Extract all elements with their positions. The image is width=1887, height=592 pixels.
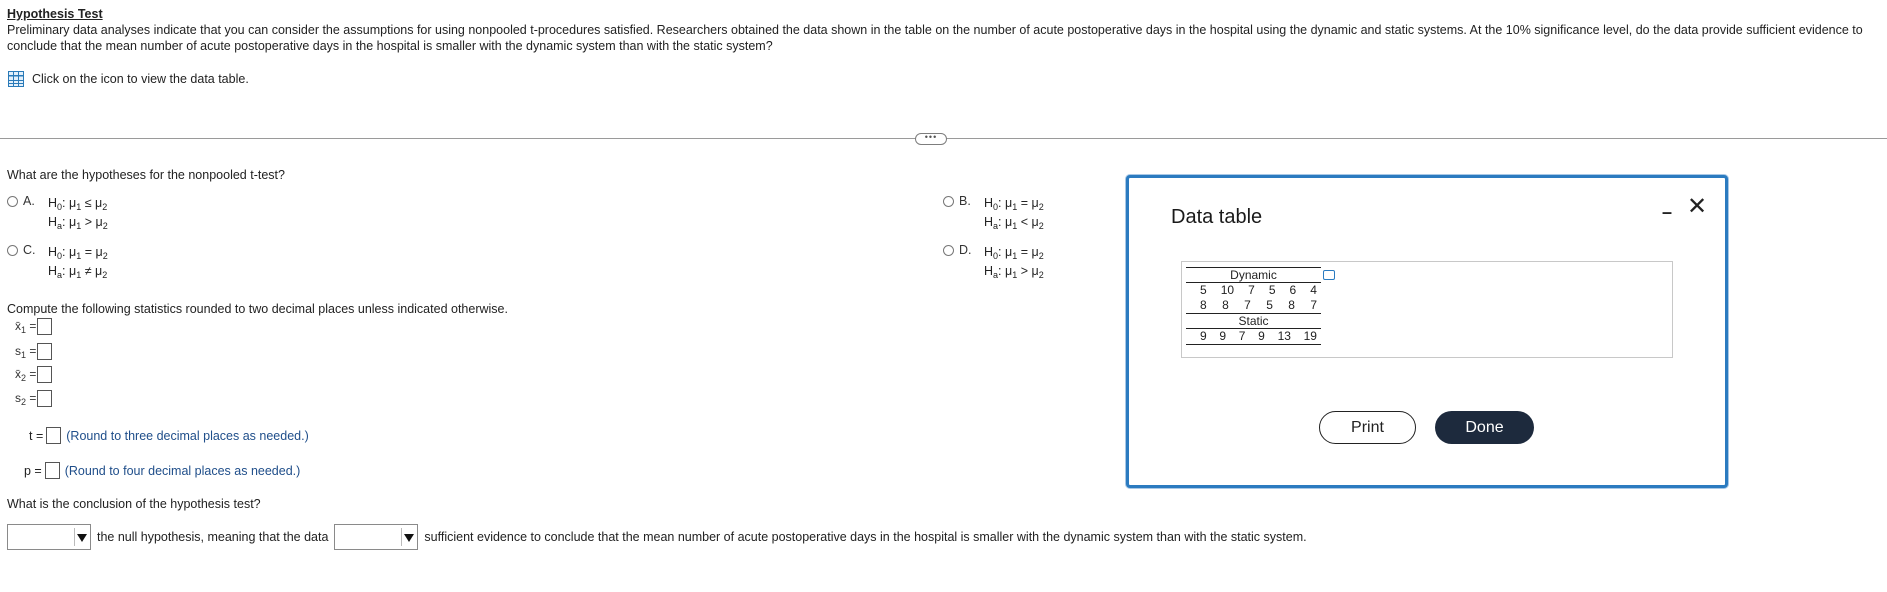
table-cell: 8 xyxy=(1222,298,1229,312)
null-hypothesis: $H_0$: $\mu_1 = \mu_2$ xyxy=(984,245,1044,261)
dropdown-arrow-icon[interactable] xyxy=(401,528,415,546)
table-cell: 4 xyxy=(1310,283,1317,297)
t-label: t = xyxy=(29,428,44,443)
table-cell: 7 xyxy=(1310,298,1317,312)
table-icon[interactable] xyxy=(8,71,24,87)
table-cell: 5 xyxy=(1200,283,1207,297)
alt-hypothesis: $H_a$: $\mu_1 < \mu_2$ xyxy=(984,215,1044,231)
table-cell: 9 xyxy=(1258,329,1265,343)
dynamic-row-1 xyxy=(1186,283,1321,298)
option-letter: A. xyxy=(23,194,35,208)
divider-handle[interactable]: ••• xyxy=(915,133,947,145)
x2-row xyxy=(15,366,52,383)
close-icon[interactable]: ✕ xyxy=(1687,193,1708,220)
x2-input[interactable] xyxy=(37,366,52,383)
evidence-dropdown[interactable] xyxy=(334,524,418,550)
done-button[interactable]: Done xyxy=(1435,411,1534,444)
data-table xyxy=(1186,267,1321,345)
alt-hypothesis: $H_a$: $\mu_1 > \mu_2$ xyxy=(984,264,1044,280)
alt-hypothesis: $H_a$: $\mu_1 > \mu_2$ xyxy=(48,215,108,231)
t-statistic-row xyxy=(29,427,309,444)
hypotheses-question: What are the hypotheses for the nonpooled t-test? xyxy=(7,168,285,182)
static-header: Static xyxy=(1238,314,1269,328)
conclusion-text-2: sufficient evidence to conclude that the mean number of acute postoperative days in the hospital is smaller with the dynamic system than with the static system. xyxy=(424,530,1307,544)
radio-button[interactable] xyxy=(7,245,18,256)
data-table-frame xyxy=(1181,261,1673,358)
table-cell: 9 xyxy=(1200,329,1207,343)
table-cell: 7 xyxy=(1238,329,1246,343)
radio-button[interactable] xyxy=(7,196,18,207)
hypothesis-pair xyxy=(984,194,1044,232)
table-cell: 5 xyxy=(1268,283,1276,297)
option-c[interactable] xyxy=(7,243,108,281)
option-letter: C. xyxy=(23,243,36,257)
null-hypothesis: $H_0$: $\mu_1 = \mu_2$ xyxy=(48,245,108,261)
table-rule xyxy=(1186,344,1321,345)
copy-icon[interactable] xyxy=(1323,270,1335,280)
table-cell: 13 xyxy=(1277,329,1291,343)
p-input[interactable] xyxy=(45,462,60,479)
dynamic-header: Dynamic xyxy=(1230,268,1277,282)
option-b[interactable] xyxy=(943,194,1044,232)
compute-prompt: Compute the following statistics rounded to two decimal places unless indicated otherwise. xyxy=(7,302,508,316)
null-hypothesis: $H_0$: $\mu_1 \le \mu_2$ xyxy=(48,196,108,212)
data-table-dialog xyxy=(1126,175,1728,488)
radio-button[interactable] xyxy=(943,245,954,256)
print-button[interactable]: Print xyxy=(1319,411,1416,444)
option-d[interactable] xyxy=(943,243,1044,281)
x1-label: $x̄_1$ = xyxy=(15,318,37,335)
conclusion-question: What is the conclusion of the hypothesis test? xyxy=(7,497,261,511)
s1-label: $s_1$ = xyxy=(15,343,37,360)
null-hypothesis: $H_0$: $\mu_1 = \mu_2$ xyxy=(984,196,1044,212)
table-cell: 6 xyxy=(1289,283,1297,297)
page-title: Hypothesis Test xyxy=(7,7,103,21)
option-letter: D. xyxy=(959,243,972,257)
static-row-1 xyxy=(1186,329,1321,344)
table-cell: 7 xyxy=(1244,298,1251,312)
table-cell: 8 xyxy=(1200,298,1207,312)
table-cell: 8 xyxy=(1288,298,1295,312)
reject-decision-dropdown[interactable] xyxy=(7,524,91,550)
conclusion-sentence xyxy=(7,524,1307,550)
p-value-row xyxy=(24,462,300,479)
hypothesis-pair xyxy=(984,243,1044,281)
x2-label: $x̄_2$ = xyxy=(15,366,37,383)
s2-row xyxy=(15,390,52,407)
dialog-title: Data table xyxy=(1171,206,1263,228)
table-cell: 10 xyxy=(1220,283,1235,297)
option-letter: B. xyxy=(959,194,971,208)
dynamic-row-2 xyxy=(1186,298,1321,313)
x1-row xyxy=(15,318,52,335)
t-hint: (Round to three decimal places as needed.) xyxy=(66,428,309,443)
table-cell: 19 xyxy=(1303,329,1317,343)
minimize-icon[interactable]: – xyxy=(1662,202,1673,222)
s2-label: $s_2$ = xyxy=(15,390,37,407)
table-cell: 9 xyxy=(1219,329,1227,343)
hypothesis-pair xyxy=(48,194,108,232)
alt-hypothesis: $H_a$: $\mu_1 \ne \mu_2$ xyxy=(48,264,108,280)
table-cell: 7 xyxy=(1248,283,1255,297)
s1-input[interactable] xyxy=(37,343,52,360)
s1-row xyxy=(15,343,52,360)
option-a[interactable] xyxy=(7,194,108,232)
dropdown-arrow-icon[interactable] xyxy=(74,528,88,546)
p-hint: (Round to four decimal places as needed.) xyxy=(64,463,301,478)
hypothesis-pair xyxy=(48,243,108,281)
data-table-link[interactable] xyxy=(8,71,249,87)
problem-statement: Preliminary data analyses indicate that you can consider the assumptions for using nonpooled t-procedures satisfied. Researchers obtained the data shown in the table on the number of acute postoperative days in the hospital using the dynamic and static systems. At the 10% significance level, do the data provide sufficient evidence to conclude that the mean number of acute postoperative days in the hospital is smaller with the dynamic system than with the static system? xyxy=(7,23,1863,53)
p-label: p = xyxy=(24,463,42,478)
t-input[interactable] xyxy=(46,427,61,444)
conclusion-text-1: the null hypothesis, meaning that the data xyxy=(97,530,329,544)
x1-input[interactable] xyxy=(37,318,52,335)
radio-button[interactable] xyxy=(943,196,954,207)
s2-input[interactable] xyxy=(37,390,52,407)
table-cell: 5 xyxy=(1266,298,1273,312)
data-table-link-text: Click on the icon to view the data table. xyxy=(32,72,249,86)
